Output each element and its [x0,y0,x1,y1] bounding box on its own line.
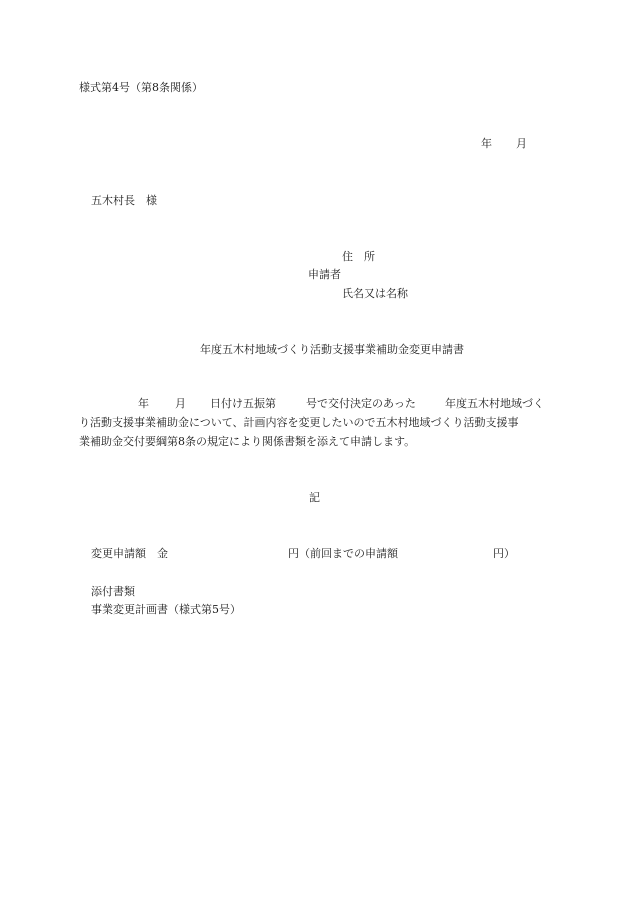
date-year-label: 年 [481,137,492,150]
previous-amount-yen: 円） [493,547,515,560]
addressee: 五木村長 様 [91,194,157,207]
document-title: 年度五木村地域づくり活動支援事業補助金変更申請書 [200,343,464,356]
date-month-label: 月 [516,137,527,150]
body-line3: 業補助金交付要綱第8条の規定により関係書類を添えて申請します。 [79,435,416,448]
form-number: 様式第4号（第8条関係） [79,81,203,94]
body-line1-date-ref: 日付け五振第 [210,397,276,410]
body-line2: り活動支援事業補助金について、計画内容を変更したいので五木村地域づくり活動支援事 [79,416,519,429]
attachment-item: 事業変更計画書（様式第5号） [91,603,241,616]
applicant-role-label: 申請者 [308,268,341,281]
change-amount-yen-prev: 円（前回までの申請額 [288,547,398,560]
attachments-label: 添付書類 [91,585,135,598]
body-year-label: 年 [138,397,149,410]
change-amount-label: 変更申請額 金 [91,547,168,560]
body-line1-program-ref: 年度五木村地域づく [445,397,544,410]
ki-heading: 記 [309,491,320,504]
applicant-name-label: 氏名又は名称 [342,287,408,300]
body-line1-decision-ref: 号で交付決定のあった [306,397,416,410]
body-month-label: 月 [175,397,186,410]
applicant-address-label: 住 所 [342,250,375,263]
